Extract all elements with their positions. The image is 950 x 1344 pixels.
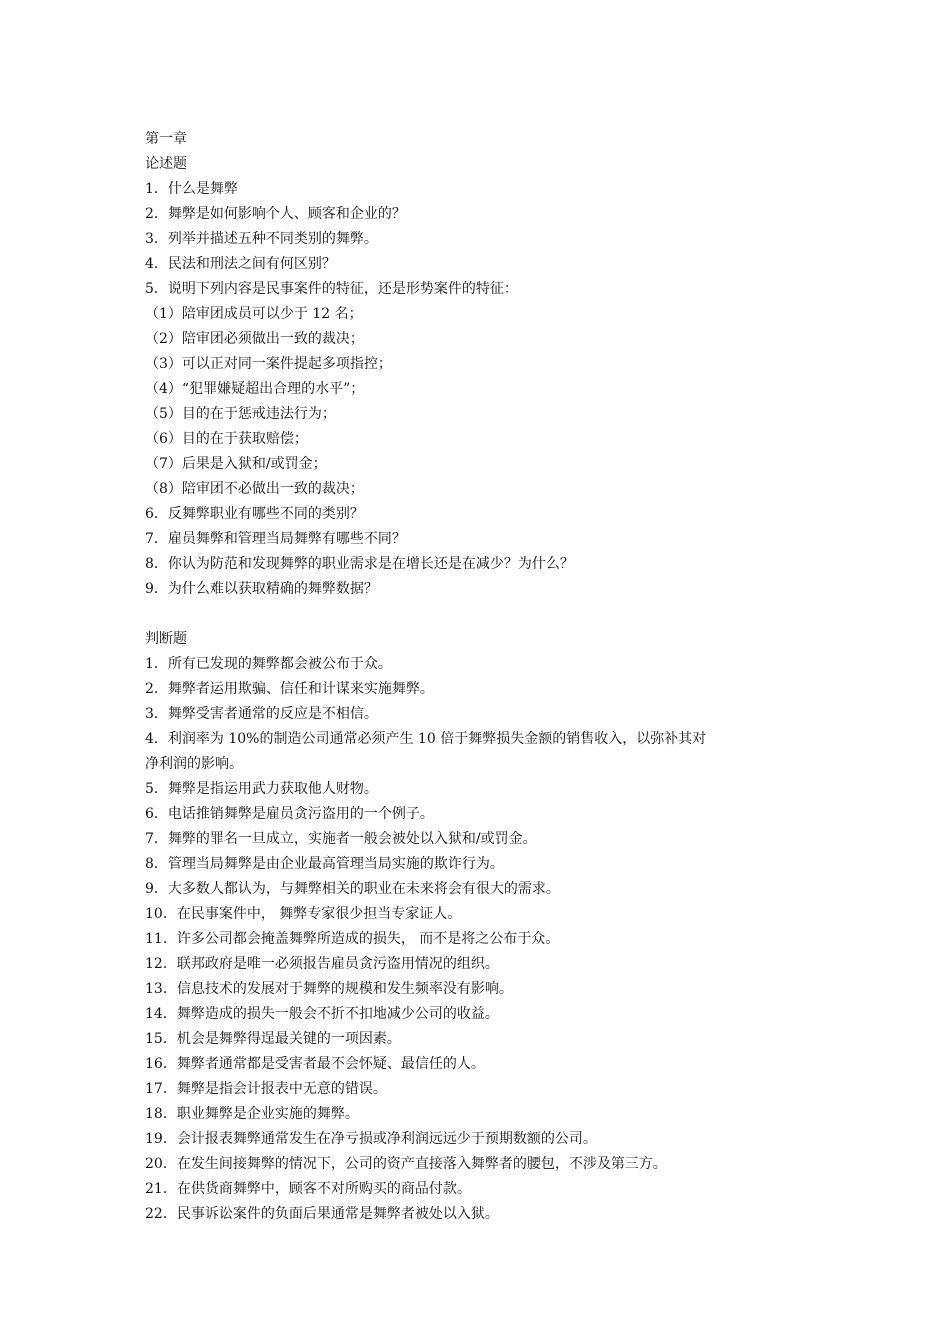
truefalse-question: 12．联邦政府是唯一必须报告雇员贪污盗用情况的组织。 (145, 956, 499, 972)
truefalse-question: 14．舞弊造成的损失一般会不折不扣地减少公司的收益。 (145, 1006, 499, 1022)
truefalse-question: 20．在发生间接舞弊的情况下，公司的资产直接落入舞弊者的腰包，不涉及第三方。 (145, 1156, 667, 1172)
truefalse-question: 19．会计报表舞弊通常发生在净亏损或净利润远远少于预期数额的公司。 (145, 1131, 597, 1147)
essay-heading: 论述题 (145, 156, 187, 172)
section-spacer (145, 602, 825, 627)
essay-sub-item: （7）后果是入狱和/或罚金； (145, 456, 327, 472)
truefalse-question: 13．信息技术的发展对于舞弊的规模和发生频率没有影响。 (145, 981, 513, 997)
truefalse-question-list (145, 652, 825, 1227)
essay-question: 6．反舞弊职业有哪些不同的类别？ (145, 506, 364, 522)
truefalse-question: 16．舞弊者通常都是受害者最不会怀疑、最信任的人。 (145, 1056, 485, 1072)
truefalse-question: 21．在供货商舞弊中，顾客不对所购买的商品付款。 (145, 1181, 471, 1197)
truefalse-question-continued: 净利润的影响。 (145, 756, 243, 772)
truefalse-question: 1．所有已发现的舞弊都会被公布于众。 (145, 656, 392, 672)
truefalse-question: 15．机会是舞弊得逞最关键的一项因素。 (145, 1031, 401, 1047)
essay-sub-item: （5）目的在于惩戒违法行为； (145, 406, 336, 422)
essay-question: 5．说明下列内容是民事案件的特征，还是形势案件的特征： (145, 281, 518, 297)
essay-question: 7．雇员舞弊和管理当局舞弊有哪些不同？ (145, 531, 406, 547)
essay-sub-item: （2）陪审团必须做出一致的裁决； (145, 331, 364, 347)
essay-question: 4．民法和刑法之间有何区别？ (145, 256, 336, 272)
truefalse-question: 18．职业舞弊是企业实施的舞弊。 (145, 1106, 359, 1122)
truefalse-question: 11．许多公司都会掩盖舞弊所造成的损失， 而不是将之公布于众。 (145, 931, 560, 947)
essay-question-list (145, 177, 825, 602)
truefalse-question: 10．在民事案件中， 舞弊专家很少担当专家证人。 (145, 906, 462, 922)
essay-question: 2．舞弊是如何影响个人、顾客和企业的？ (145, 206, 406, 222)
truefalse-question: 7．舞弊的罪名一旦成立，实施者一般会被处以入狱和/或罚金。 (145, 831, 537, 847)
essay-question: 3．列举并描述五种不同类别的舞弊。 (145, 231, 378, 247)
essay-sub-item: （1）陪审团成员可以少于 12 名； (145, 306, 363, 322)
essay-sub-item: （4）“犯罪嫌疑超出合理的水平”； (145, 381, 365, 397)
truefalse-question: 5．舞弊是指运用武力获取他人财物。 (145, 781, 378, 797)
truefalse-question: 22．民事诉讼案件的负面后果通常是舞弊者被处以入狱。 (145, 1206, 499, 1222)
truefalse-question: 8．管理当局舞弊是由企业最高管理当局实施的欺诈行为。 (145, 856, 504, 872)
truefalse-question: 9．大多数人都认为，与舞弊相关的职业在未来将会有很大的需求。 (145, 881, 560, 897)
truefalse-question: 17．舞弊是指会计报表中无意的错误。 (145, 1081, 387, 1097)
truefalse-question: 2．舞弊者运用欺骗、信任和计谋来实施舞弊。 (145, 681, 434, 697)
essay-sub-item: （3）可以正对同一案件提起多项指控； (145, 356, 392, 372)
essay-sub-item: （8）陪审团不必做出一致的裁决； (145, 481, 364, 497)
truefalse-question: 6．电话推销舞弊是雇员贪污盗用的一个例子。 (145, 806, 434, 822)
truefalse-question: 3．舞弊受害者通常的反应是不相信。 (145, 706, 378, 722)
document-body (145, 127, 825, 1227)
truefalse-heading: 判断题 (145, 631, 187, 647)
essay-question: 9．为什么难以获取精确的舞弊数据？ (145, 581, 378, 597)
truefalse-question: 4．利润率为 10%的制造公司通常必须产生 10 倍于舞弊损失金额的销售收入，以弥补其对 (145, 731, 707, 747)
chapter-title: 第一章 (145, 131, 187, 147)
essay-question: 1．什么是舞弊 (145, 181, 238, 197)
essay-question: 8．你认为防范和发现舞弊的职业需求是在增长还是在减少？为什么？ (145, 556, 574, 572)
essay-sub-item: （6）目的在于获取赔偿； (145, 431, 308, 447)
